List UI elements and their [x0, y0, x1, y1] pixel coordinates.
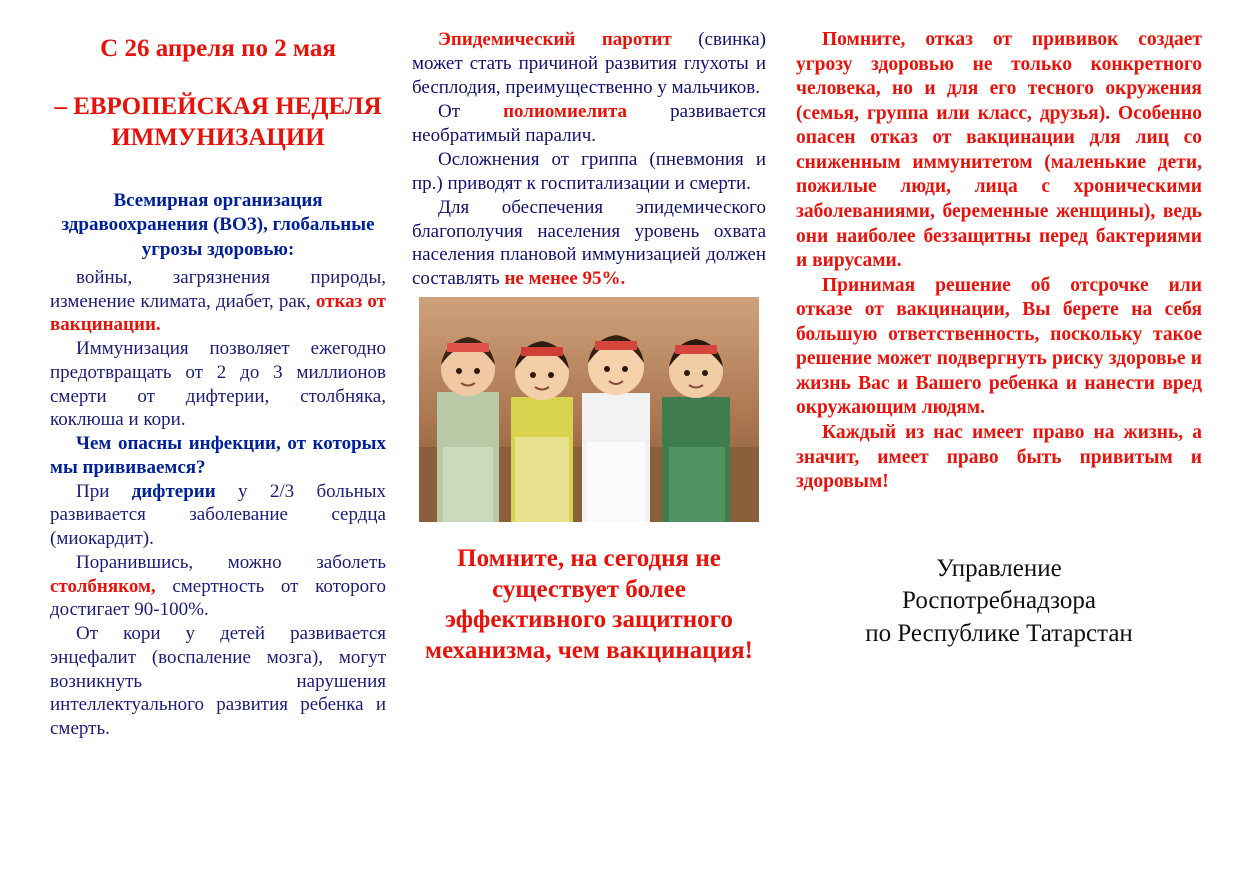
issuer-footer: [796, 553, 1202, 651]
threats-refusal: отказ от вакцинации.: [50, 290, 386, 336]
coverage-percent: не менее 95%.: [504, 268, 626, 290]
children-photo: [419, 297, 759, 522]
paragraph-right-to-life: Каждый из нас имеет право на жизнь, а значит, имеет право быть привитым и здоровым!: [796, 422, 1202, 493]
paragraph-question-heading: [50, 432, 386, 480]
paragraph-flu: Осложнения от гриппа (пневмония и пр.) приводят к госпитализации и смерти.: [412, 148, 766, 194]
polio-prefix: От: [438, 100, 504, 122]
who-subheading: Всемирная организация здравоохранения (ВОЗ), глобальные угрозы здоровью:: [61, 190, 375, 260]
paragraph-immunization-benefit: Иммунизация позволяет ежегодно предотвращать от 2 до 3 миллионов смерти от дифтерии, столбняка, коклюша и кори.: [50, 338, 386, 431]
left-column: [22, 28, 402, 875]
paragraph-diphtheria: [50, 480, 386, 551]
children-photo-graphic: [419, 297, 759, 522]
issuer-line-1: Управление: [936, 554, 1062, 582]
issuer-line-3: по Республике Татарстан: [865, 619, 1133, 647]
tetanus-prefix: Поранившись, можно заболеть: [76, 551, 386, 573]
polio-term: полиомиелита: [503, 100, 628, 122]
diphtheria-term: дифтерии: [131, 480, 216, 502]
paragraph-tetanus: [50, 551, 386, 622]
headline-campaign: – ЕВРОПЕЙСКАЯ НЕДЕЛЯ ИММУНИЗАЦИИ: [54, 93, 382, 151]
paragraph-responsibility: Принимая решение об отсрочке или отказе от вакцинации, Вы берете на себя большую ответственность, поскольку такое решение может подвергнуть риску здоровье и жизнь Вас и Вашего ребенка и нанести вред окружающим людям.: [796, 274, 1202, 419]
paragraph-polio: [412, 100, 766, 148]
diphtheria-prefix: При: [76, 480, 132, 502]
mumps-rest: (свинка) может стать причиной развития глухоты и бесплодия, преимущественно у мальчиков.: [412, 29, 766, 98]
tetanus-term: столбняком,: [50, 575, 156, 597]
paragraph-mumps: [412, 28, 766, 100]
paragraph-threats: [50, 266, 386, 337]
paragraph-refusal-risk: Помните, отказ от прививок создает угрозу здоровью не только конкретного человека, но и для его тесного окружения (семья, группа или класс, друзья). Особенно опасен отказ от вакцинации для лиц со сниженным иммунитетом (маленькие дети, пожилые люди, лица с хроническими заболеваниями, беременные женщины), ведь они наиболее беззащитны перед бактериями и вирусами.: [796, 29, 1202, 272]
polio-rest: развивается необратимый паралич.: [412, 100, 766, 146]
threats-text: войны, загрязнения природы, изменение климата, диабет, рак,: [50, 266, 386, 312]
paragraph-measles: От кори у детей развивается энцефалит (воспаление мозга), могут возникнуть нарушения интеллектуального развития ребенка и смерть.: [50, 623, 386, 740]
middle-column: [402, 28, 782, 875]
issuer-line-2: Роспотребнадзора: [902, 587, 1096, 615]
tetanus-rest: смертность от которого достигает 90-100%.: [50, 575, 386, 621]
coverage-text: Для обеспечения эпидемического благополучия населения уровень охвата населения плановой иммунизацией должен составлять: [412, 196, 766, 290]
coverage-statement: [412, 196, 766, 292]
mumps-term: Эпидемический паротит: [438, 29, 672, 50]
right-column: [782, 28, 1202, 875]
question-text: Чем опасны инфекции, от которых мы прививаемся?: [50, 433, 386, 478]
remember-statement: Помните, на сегодня не существует более эффективного защитного механизма, чем вакцинация!: [425, 545, 753, 664]
diphtheria-rest: у 2/3 больных развивается заболевание сердца (миокардит).: [50, 480, 387, 550]
headline-dates: С 26 апреля по 2 мая: [100, 35, 336, 62]
